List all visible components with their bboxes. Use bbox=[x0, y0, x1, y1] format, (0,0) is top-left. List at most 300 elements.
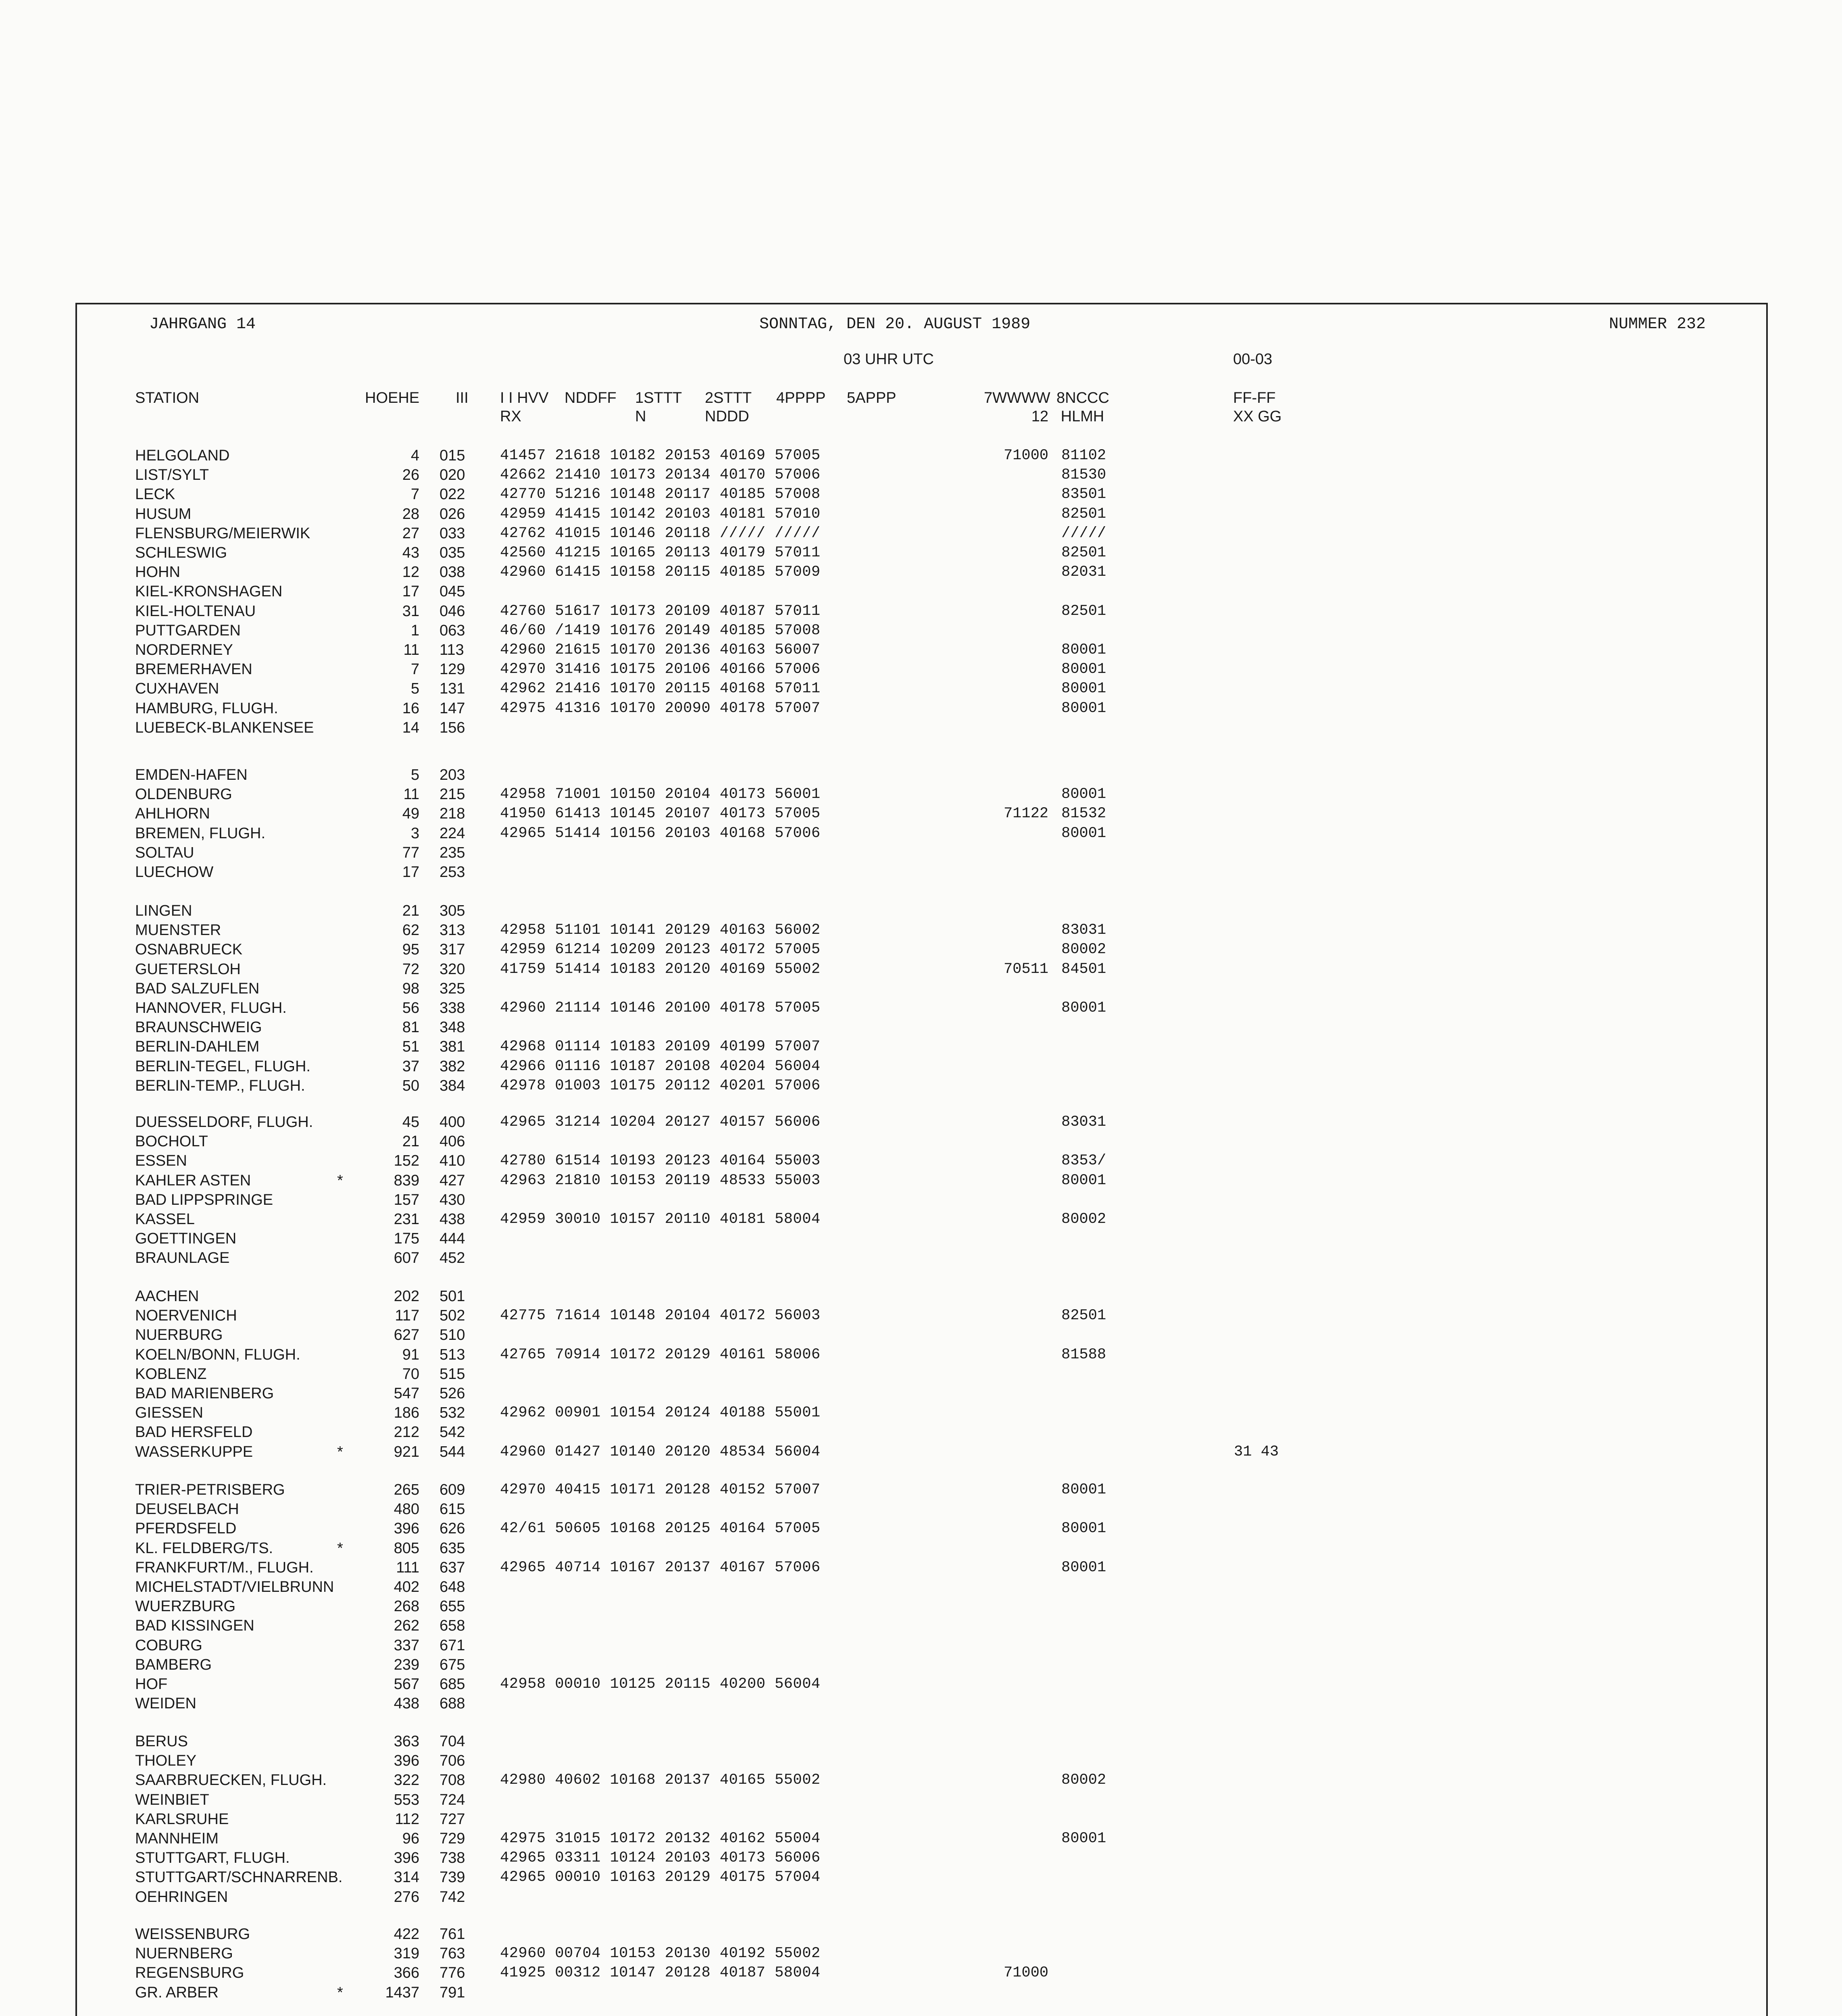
station-index: 035 bbox=[440, 544, 465, 561]
station-height: 96 bbox=[402, 1830, 419, 1847]
station-height: 112 bbox=[395, 1810, 419, 1828]
station-index: 381 bbox=[440, 1038, 465, 1056]
station-index: 742 bbox=[440, 1888, 465, 1906]
station-height: 7 bbox=[410, 661, 419, 678]
station-height: 21 bbox=[402, 902, 419, 919]
mountain-marker: * bbox=[337, 1539, 343, 1557]
station-name: BAD SALZUFLEN bbox=[135, 980, 260, 997]
station-height: 805 bbox=[394, 1539, 419, 1557]
station-name: BERLIN-TEGEL, FLUGH. bbox=[135, 1058, 310, 1075]
station-height: 5 bbox=[410, 680, 419, 698]
station-height: 16 bbox=[402, 700, 419, 717]
station-index: 338 bbox=[440, 1000, 465, 1016]
station-height: 231 bbox=[394, 1211, 419, 1228]
cloud-group: 82031 bbox=[1061, 564, 1106, 581]
station-index: 544 bbox=[440, 1443, 465, 1460]
station-index: 739 bbox=[440, 1869, 465, 1886]
synop-groups: 42960 01427 10140 20120 48534 56004 bbox=[500, 1443, 821, 1460]
table-row bbox=[0, 465, 1842, 485]
station-name: BREMEN, FLUGH. bbox=[135, 825, 266, 842]
cloud-group: 82501 bbox=[1061, 602, 1106, 620]
synop-groups: 42960 00704 10153 20130 40192 55002 bbox=[500, 1945, 821, 1962]
station-height: 91 bbox=[402, 1346, 419, 1363]
weather-group: 71000 bbox=[1003, 1964, 1048, 1982]
table-row bbox=[0, 1076, 1842, 1095]
station-height: 438 bbox=[394, 1695, 419, 1712]
station-index: 776 bbox=[440, 1964, 465, 1982]
synop-groups: 42966 01116 10187 20108 40204 56004 bbox=[500, 1058, 821, 1075]
station-index: 706 bbox=[440, 1752, 465, 1770]
col-group6: 5APPP bbox=[847, 389, 896, 406]
station-height: 17 bbox=[402, 864, 419, 881]
station-index: 253 bbox=[440, 864, 465, 881]
station-name: LECK bbox=[135, 486, 175, 503]
station-index: 384 bbox=[440, 1077, 465, 1094]
station-index: 609 bbox=[440, 1481, 465, 1498]
table-row bbox=[0, 621, 1842, 640]
table-row bbox=[0, 998, 1842, 1018]
station-index: 410 bbox=[440, 1152, 465, 1170]
table-row bbox=[0, 1287, 1842, 1306]
station-index: 502 bbox=[440, 1307, 465, 1325]
station-height: 56 bbox=[402, 1000, 419, 1016]
station-height: 157 bbox=[394, 1191, 419, 1208]
station-index: 648 bbox=[440, 1579, 465, 1595]
station-name: BAD LIPPSPRINGE bbox=[135, 1191, 273, 1208]
station-name: BREMERHAVEN bbox=[135, 661, 252, 678]
volume-label: JAHRGANG 14 bbox=[149, 315, 256, 333]
station-name: WEINBIET bbox=[135, 1791, 209, 1808]
station-name: BRAUNSCHWEIG bbox=[135, 1019, 262, 1036]
cloud-group: 80001 bbox=[1061, 680, 1106, 698]
station-name: AACHEN bbox=[135, 1288, 199, 1305]
table-row bbox=[0, 582, 1842, 601]
station-index: 317 bbox=[440, 941, 465, 958]
cloud-group: ///// bbox=[1061, 525, 1106, 542]
station-height: 111 bbox=[396, 1559, 419, 1576]
cloud-group: 83031 bbox=[1061, 1114, 1106, 1131]
cloud-group: 81102 bbox=[1061, 447, 1106, 464]
station-name: STUTTGART, FLUGH. bbox=[135, 1849, 290, 1867]
station-name: SOLTAU bbox=[135, 844, 194, 861]
synop-groups: 42762 41015 10146 20118 ///// ///// bbox=[500, 525, 821, 542]
station-height: 396 bbox=[394, 1752, 419, 1770]
station-index: 325 bbox=[440, 980, 465, 997]
table-row bbox=[0, 1500, 1842, 1519]
synop-groups: 42662 21410 10173 20134 40170 57006 bbox=[500, 467, 821, 484]
station-height: 5 bbox=[410, 766, 419, 783]
table-row bbox=[0, 602, 1842, 621]
station-index: 313 bbox=[440, 922, 465, 939]
synop-groups: 41950 61413 10145 20107 40173 57005 bbox=[500, 805, 821, 823]
table-row bbox=[0, 1963, 1842, 1983]
station-height: 337 bbox=[394, 1637, 419, 1654]
wind-gust: 31 43 bbox=[1234, 1443, 1279, 1460]
station-name: COBURG bbox=[135, 1637, 202, 1654]
station-index: 615 bbox=[440, 1501, 465, 1518]
synop-groups: 42959 41415 10142 20103 40181 57010 bbox=[500, 505, 821, 523]
table-row bbox=[0, 824, 1842, 843]
station-height: 7 bbox=[410, 486, 419, 503]
synop-groups: 42760 51617 10173 20109 40187 57011 bbox=[500, 602, 821, 620]
synop-groups: 42960 61415 10158 20115 40185 57009 bbox=[500, 564, 821, 581]
col-group3: 1STTT N bbox=[635, 389, 682, 425]
station-index: 704 bbox=[440, 1733, 465, 1750]
station-height: 27 bbox=[402, 525, 419, 542]
col-group8: 8NCCC HLMH bbox=[1056, 389, 1109, 425]
synop-groups: 42962 00901 10154 20124 40188 55001 bbox=[500, 1404, 821, 1422]
table-row bbox=[0, 1422, 1842, 1442]
station-name: KOBLENZ bbox=[135, 1365, 207, 1383]
station-index: 215 bbox=[440, 786, 465, 803]
station-height: 480 bbox=[394, 1501, 419, 1518]
col-group1: I I HVV RX bbox=[500, 389, 549, 425]
station-index: 430 bbox=[440, 1191, 465, 1208]
station-height: 607 bbox=[394, 1250, 419, 1267]
station-index: 532 bbox=[440, 1404, 465, 1422]
station-index: 022 bbox=[440, 486, 465, 503]
station-height: 81 bbox=[402, 1019, 419, 1036]
station-index: 129 bbox=[440, 661, 465, 678]
synop-groups: 41925 00312 10147 20128 40187 58004 bbox=[500, 1964, 821, 1982]
issue-number: NUMMER 232 bbox=[1609, 315, 1706, 333]
station-index: 513 bbox=[440, 1346, 465, 1363]
station-index: 452 bbox=[440, 1250, 465, 1267]
station-height: 175 bbox=[394, 1230, 419, 1248]
table-row bbox=[0, 1018, 1842, 1037]
synop-groups: 41759 51414 10183 20120 40169 55002 bbox=[500, 960, 821, 978]
station-height: 547 bbox=[394, 1385, 419, 1402]
cloud-group: 83501 bbox=[1061, 486, 1106, 503]
table-row bbox=[0, 562, 1842, 582]
table-row bbox=[0, 1539, 1842, 1558]
synop-groups: 42765 70914 10172 20129 40161 58006 bbox=[500, 1346, 821, 1363]
station-height: 50 bbox=[402, 1077, 419, 1094]
station-height: 31 bbox=[402, 602, 419, 620]
station-index: 542 bbox=[440, 1424, 465, 1441]
station-index: 348 bbox=[440, 1019, 465, 1036]
table-row bbox=[0, 1364, 1842, 1384]
table-row bbox=[0, 1887, 1842, 1907]
station-name: GOETTINGEN bbox=[135, 1230, 237, 1248]
cloud-group: 80001 bbox=[1061, 1481, 1106, 1498]
table-row bbox=[0, 660, 1842, 679]
station-index: 501 bbox=[440, 1288, 465, 1305]
station-height: 1437 bbox=[385, 1984, 419, 2001]
station-index: 203 bbox=[440, 766, 465, 783]
table-row bbox=[0, 940, 1842, 959]
station-height: 17 bbox=[402, 583, 419, 600]
station-name: KIEL-KRONSHAGEN bbox=[135, 583, 283, 600]
station-index: 708 bbox=[440, 1772, 465, 1789]
station-height: 265 bbox=[394, 1481, 419, 1498]
table-row bbox=[0, 718, 1842, 737]
station-height: 553 bbox=[394, 1791, 419, 1808]
synop-groups: 42963 21810 10153 20119 48533 55003 bbox=[500, 1172, 821, 1189]
station-name: BAD KISSINGEN bbox=[135, 1617, 254, 1635]
station-index: 113 bbox=[440, 641, 464, 658]
station-index: 515 bbox=[440, 1365, 465, 1383]
station-name: KAHLER ASTEN bbox=[135, 1172, 251, 1189]
station-name: BOCHOLT bbox=[135, 1133, 208, 1150]
table-row bbox=[0, 1558, 1842, 1577]
table-row bbox=[0, 1248, 1842, 1268]
table-row bbox=[0, 1112, 1842, 1132]
station-name: WEISSENBURG bbox=[135, 1926, 250, 1943]
synop-groups: 42780 61514 10193 20123 40164 55003 bbox=[500, 1152, 821, 1170]
station-index: 444 bbox=[440, 1230, 465, 1248]
station-index: 688 bbox=[440, 1695, 465, 1712]
synop-groups: 42775 71614 10148 20104 40172 56003 bbox=[500, 1307, 821, 1325]
table-row bbox=[0, 1384, 1842, 1403]
table-row bbox=[0, 979, 1842, 998]
table-row bbox=[0, 1790, 1842, 1810]
cloud-group: 80001 bbox=[1061, 700, 1106, 717]
station-height: 70 bbox=[402, 1365, 419, 1383]
date-label: SONNTAG, DEN 20. AUGUST 1989 bbox=[759, 315, 1031, 333]
table-row bbox=[0, 1171, 1842, 1190]
table-row bbox=[0, 1345, 1842, 1364]
station-height: 396 bbox=[394, 1520, 419, 1537]
station-height: 77 bbox=[402, 844, 419, 861]
station-index: 026 bbox=[440, 505, 465, 523]
table-row bbox=[0, 1442, 1842, 1462]
station-height: 262 bbox=[394, 1617, 419, 1635]
table-row bbox=[0, 504, 1842, 524]
station-name: REGENSBURG bbox=[135, 1964, 244, 1982]
table-row bbox=[0, 1636, 1842, 1655]
table-row bbox=[0, 1674, 1842, 1694]
table-row bbox=[0, 1655, 1842, 1674]
station-index: 406 bbox=[440, 1133, 465, 1150]
synop-groups: 42965 40714 10167 20137 40167 57006 bbox=[500, 1559, 821, 1576]
station-height: 1 bbox=[410, 622, 419, 639]
synop-groups: 42770 51216 10148 20117 40185 57008 bbox=[500, 486, 821, 503]
station-name: GUETERSLOH bbox=[135, 960, 241, 978]
cloud-group: 83031 bbox=[1061, 922, 1106, 939]
station-height: 98 bbox=[402, 980, 419, 997]
table-row bbox=[0, 1616, 1842, 1635]
station-name: OLDENBURG bbox=[135, 786, 232, 803]
synop-groups: 42962 21416 10170 20115 40168 57011 bbox=[500, 680, 821, 698]
table-row bbox=[0, 1519, 1842, 1538]
weather-group: 71122 bbox=[1003, 805, 1048, 823]
col-group5: 4PPPP bbox=[776, 389, 826, 406]
station-name: SAARBRUECKEN, FLUGH. bbox=[135, 1772, 327, 1789]
station-height: 11 bbox=[403, 641, 419, 658]
synop-groups: 42965 51414 10156 20103 40168 57006 bbox=[500, 825, 821, 842]
station-name: KL. FELDBERG/TS. bbox=[135, 1539, 273, 1557]
station-height: 422 bbox=[394, 1926, 419, 1943]
station-height: 11 bbox=[403, 786, 419, 803]
cloud-group: 81532 bbox=[1061, 805, 1106, 823]
synop-groups: 42958 51101 10141 20129 40163 56002 bbox=[500, 922, 821, 939]
station-name: EMDEN-HAFEN bbox=[135, 766, 248, 783]
station-height: 366 bbox=[394, 1964, 419, 1982]
cloud-group: 80001 bbox=[1061, 1559, 1106, 1576]
station-height: 202 bbox=[394, 1288, 419, 1305]
cloud-group: 80002 bbox=[1061, 1211, 1106, 1228]
station-height: 62 bbox=[402, 922, 419, 939]
mountain-marker: * bbox=[337, 1984, 343, 2001]
station-index: 224 bbox=[440, 825, 465, 842]
synop-groups: 42970 40415 10171 20128 40152 57007 bbox=[500, 1481, 821, 1498]
station-index: 526 bbox=[440, 1385, 465, 1402]
table-row bbox=[0, 524, 1842, 543]
station-height: 72 bbox=[402, 960, 419, 978]
cloud-group: 81588 bbox=[1061, 1346, 1106, 1363]
synop-groups: 42959 61214 10209 20123 40172 57005 bbox=[500, 941, 821, 958]
synop-groups: 42975 31015 10172 20132 40162 55004 bbox=[500, 1830, 821, 1847]
station-height: 37 bbox=[402, 1058, 419, 1075]
table-row bbox=[0, 1694, 1842, 1713]
synop-groups: 41457 21618 10182 20153 40169 57005 bbox=[500, 447, 821, 464]
table-row bbox=[0, 1944, 1842, 1963]
station-index: 729 bbox=[440, 1830, 465, 1847]
station-index: 738 bbox=[440, 1849, 465, 1867]
station-name: KIEL-HOLTENAU bbox=[135, 602, 256, 620]
station-name: KOELN/BONN, FLUGH. bbox=[135, 1346, 300, 1363]
station-index: 438 bbox=[440, 1211, 465, 1228]
station-name: LUEBECK-BLANKENSEE bbox=[135, 719, 314, 736]
table-row bbox=[0, 862, 1842, 882]
cloud-group: 80001 bbox=[1061, 1520, 1106, 1537]
cloud-group: 8353/ bbox=[1061, 1152, 1106, 1170]
station-height: 51 bbox=[402, 1038, 419, 1056]
table-row bbox=[0, 640, 1842, 660]
station-height: 239 bbox=[394, 1656, 419, 1673]
table-row bbox=[0, 1132, 1842, 1151]
col-group4: 2STTT NDDD bbox=[705, 389, 752, 425]
station-index: 685 bbox=[440, 1676, 465, 1693]
cloud-group: 81530 bbox=[1061, 467, 1106, 484]
table-row bbox=[0, 1770, 1842, 1790]
station-name: KASSEL bbox=[135, 1211, 195, 1228]
table-row bbox=[0, 1732, 1842, 1751]
station-index: 635 bbox=[440, 1539, 465, 1557]
station-index: 218 bbox=[440, 805, 465, 823]
station-name: HOF bbox=[135, 1676, 168, 1693]
table-row bbox=[0, 843, 1842, 862]
station-index: 626 bbox=[440, 1520, 465, 1537]
synop-groups: 42968 01114 10183 20109 40199 57007 bbox=[500, 1038, 821, 1056]
table-row bbox=[0, 446, 1842, 465]
table-row bbox=[0, 1848, 1842, 1868]
cloud-group: 82501 bbox=[1061, 1307, 1106, 1325]
station-index: 320 bbox=[440, 960, 465, 978]
station-height: 4 bbox=[410, 447, 419, 464]
table-row bbox=[0, 804, 1842, 823]
weather-group: 71000 bbox=[1003, 447, 1048, 464]
table-row bbox=[0, 1306, 1842, 1325]
station-name: BERLIN-TEMP., FLUGH. bbox=[135, 1077, 305, 1094]
station-index: 156 bbox=[440, 719, 465, 736]
station-name: MICHELSTADT/VIELBRUNN bbox=[135, 1579, 334, 1595]
table-row bbox=[0, 485, 1842, 504]
station-index: 015 bbox=[440, 447, 465, 464]
station-name: BAMBERG bbox=[135, 1656, 212, 1673]
cloud-group: 80001 bbox=[1061, 825, 1106, 842]
cloud-group: 80001 bbox=[1061, 641, 1106, 658]
table-row bbox=[0, 1924, 1842, 1944]
station-height: 186 bbox=[394, 1404, 419, 1422]
cloud-group: 80001 bbox=[1061, 1172, 1106, 1189]
station-name: WASSERKUPPE bbox=[135, 1443, 253, 1460]
col-iii: III bbox=[456, 389, 469, 406]
station-height: 14 bbox=[402, 719, 419, 736]
table-row bbox=[0, 1480, 1842, 1500]
col-station: STATION bbox=[135, 389, 200, 406]
station-name: LINGEN bbox=[135, 902, 192, 919]
table-row bbox=[0, 765, 1842, 785]
station-index: 671 bbox=[440, 1637, 465, 1654]
table-row bbox=[0, 1403, 1842, 1422]
station-height: 363 bbox=[394, 1733, 419, 1750]
station-index: 427 bbox=[440, 1172, 465, 1189]
table-row bbox=[0, 1597, 1842, 1616]
station-height: 322 bbox=[394, 1772, 419, 1789]
synop-groups: 42/61 50605 10168 20125 40164 57005 bbox=[500, 1520, 821, 1537]
station-name: BERUS bbox=[135, 1733, 188, 1750]
cloud-group: 80002 bbox=[1061, 1772, 1106, 1789]
station-index: 400 bbox=[440, 1114, 465, 1131]
weather-group: 70511 bbox=[1003, 960, 1048, 978]
station-name: MANNHEIM bbox=[135, 1830, 219, 1847]
station-index: 637 bbox=[440, 1559, 465, 1576]
col-hoehe: HOEHE bbox=[365, 389, 420, 406]
station-name: BRAUNLAGE bbox=[135, 1250, 230, 1267]
cloud-group: 80001 bbox=[1061, 786, 1106, 803]
station-name: HUSUM bbox=[135, 505, 192, 523]
station-index: 791 bbox=[440, 1984, 465, 2001]
table-row bbox=[0, 699, 1842, 718]
station-index: 763 bbox=[440, 1945, 465, 1962]
station-height: 117 bbox=[395, 1307, 419, 1325]
synop-groups: 42965 00010 10163 20129 40175 57004 bbox=[500, 1869, 821, 1886]
station-name: THOLEY bbox=[135, 1752, 197, 1770]
synop-groups: 42958 00010 10125 20115 40200 56004 bbox=[500, 1676, 821, 1693]
table-row bbox=[0, 921, 1842, 940]
period-label: 00-03 bbox=[1233, 351, 1273, 368]
station-name: BAD MARIENBERG bbox=[135, 1385, 274, 1402]
station-height: 43 bbox=[402, 544, 419, 561]
station-height: 49 bbox=[402, 805, 419, 823]
station-height: 12 bbox=[402, 564, 419, 581]
table-row bbox=[0, 1325, 1842, 1345]
table-row bbox=[0, 1868, 1842, 1887]
station-index: 038 bbox=[440, 564, 465, 581]
cloud-group: 84501 bbox=[1061, 960, 1106, 978]
table-row bbox=[0, 679, 1842, 698]
table-row bbox=[0, 1229, 1842, 1248]
station-name: TRIER-PETRISBERG bbox=[135, 1481, 285, 1498]
mountain-marker: * bbox=[337, 1443, 343, 1460]
station-name: NUERBURG bbox=[135, 1327, 223, 1344]
synop-groups: 42960 21114 10146 20100 40178 57005 bbox=[500, 1000, 821, 1016]
station-height: 319 bbox=[394, 1945, 419, 1962]
station-name: GIESSEN bbox=[135, 1404, 203, 1422]
station-name: ESSEN bbox=[135, 1152, 187, 1170]
station-index: 675 bbox=[440, 1656, 465, 1673]
station-index: 382 bbox=[440, 1058, 465, 1075]
station-name: AHLHORN bbox=[135, 805, 210, 823]
synop-groups: 42959 30010 10157 20110 40181 58004 bbox=[500, 1211, 821, 1228]
table-row bbox=[0, 1210, 1842, 1229]
station-height: 152 bbox=[394, 1152, 419, 1170]
station-index: 033 bbox=[440, 525, 465, 542]
station-height: 45 bbox=[402, 1114, 419, 1131]
station-name: WEIDEN bbox=[135, 1695, 196, 1712]
